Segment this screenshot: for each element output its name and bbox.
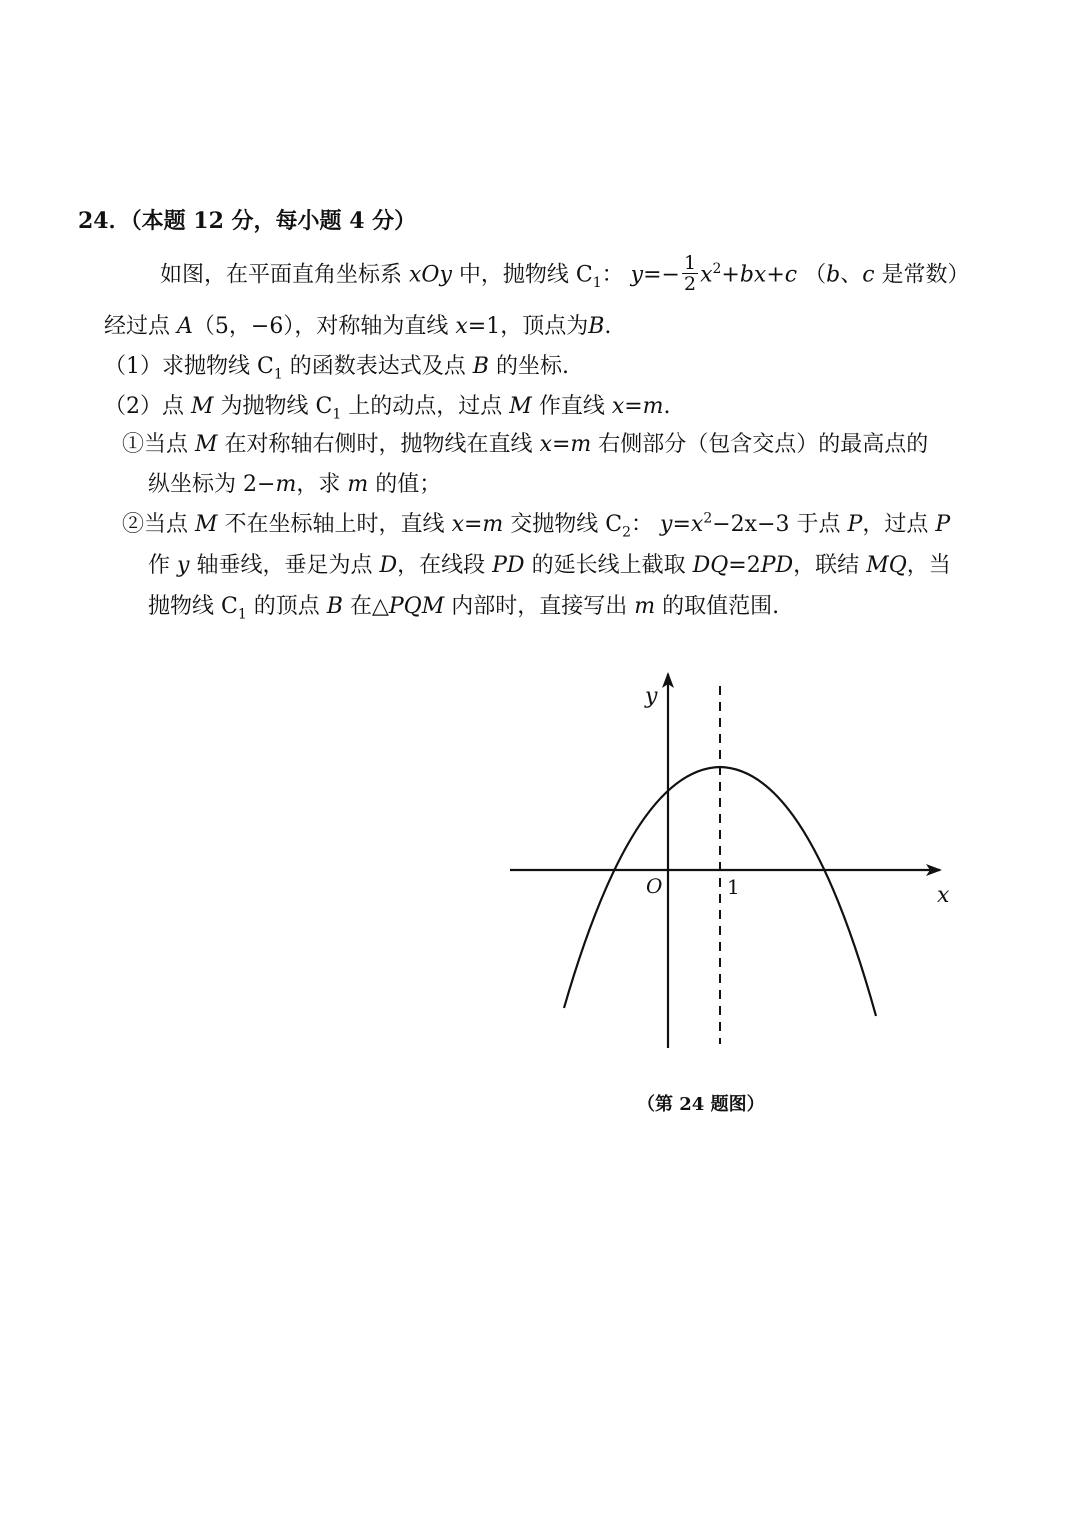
q2b-text: 的取值范围. <box>662 594 780 619</box>
equation-var: y <box>660 512 673 537</box>
subscript: 1 <box>237 606 247 623</box>
point-P: P <box>935 512 951 537</box>
equation-op: =− <box>643 262 680 288</box>
point-D: D <box>379 553 398 578</box>
q2a-text: 纵坐标为 2− <box>148 472 276 497</box>
intro-text: 是常数） <box>881 262 970 288</box>
triangle-PQM: PQM <box>388 594 445 619</box>
q2b-text: 的延长线上截取 <box>531 553 686 578</box>
intro-text: 经过点 <box>104 314 171 339</box>
q2a-text: ，求 <box>296 472 341 497</box>
y-axis-label: y <box>645 684 658 709</box>
q2b-text: 作 <box>148 553 171 578</box>
const-b: b <box>826 262 841 288</box>
q2b-text: 轴垂线，垂足为点 <box>196 553 373 578</box>
subscript: 1 <box>592 274 602 291</box>
q2b-text: ，联结 <box>793 553 860 578</box>
q2b-text: ： <box>631 512 654 537</box>
intro-text: （5，−6），对称轴为直线 <box>192 314 449 339</box>
separator: 、 <box>840 262 863 288</box>
subscript: 2 <box>622 524 632 541</box>
q1-text: 的函数表达式及点 <box>289 354 466 379</box>
q1-text: （1）求抛物线 C <box>104 354 274 379</box>
q2b-text: ，在线段 <box>397 553 486 578</box>
q2-text: 上的动点，过点 <box>348 394 503 419</box>
point-P: P <box>847 512 863 537</box>
q2b-text: 内部时，直接写出 <box>451 594 628 619</box>
q2b-text: 于点 <box>796 512 841 537</box>
point-B: B <box>326 594 343 619</box>
subscript: 1 <box>332 406 342 423</box>
q2-text: . <box>663 394 671 419</box>
origin-label: O <box>646 874 663 898</box>
fraction-numerator: 1 <box>683 252 697 274</box>
subscript: 1 <box>273 366 283 383</box>
fraction-denominator: 2 <box>683 273 697 295</box>
equation-var: x <box>700 262 713 288</box>
q2b-text: ，过点 <box>862 512 929 537</box>
var-y: y <box>177 553 190 578</box>
segment-DQ: DQ <box>692 553 729 578</box>
q2-text: （2）点 <box>104 394 184 419</box>
const-c: c <box>862 262 875 288</box>
equation-op: = <box>672 512 691 537</box>
point-A: A <box>177 314 193 339</box>
x-axis-label: x <box>937 883 950 908</box>
q2b-text: 交抛物线 C <box>510 512 623 537</box>
score-note: （本题 12 分，每小题 4 分） <box>130 208 417 234</box>
segment-PD: PD <box>492 553 525 578</box>
problem-number: 24． <box>78 208 131 234</box>
tick-label-1: 1 <box>727 875 740 899</box>
var-m: m <box>347 472 369 497</box>
point-B: B <box>588 314 605 339</box>
q2b-text: =2 <box>728 553 761 578</box>
q2a-text: 的值； <box>375 472 442 497</box>
q2a-text: 右侧部分（包含交点）的最高点的 <box>598 432 929 457</box>
q2b-text: 抛物线 C <box>148 594 238 619</box>
figure-caption: （第 24 题图） <box>637 1094 765 1115</box>
var-m: m <box>275 472 297 497</box>
intro-text: . <box>604 314 612 339</box>
equation-var: x <box>455 314 468 339</box>
intro-text: 中，抛物线 C <box>458 262 593 288</box>
q2b-text: 不在坐标轴上时，直线 <box>224 512 445 537</box>
q1-text: 的坐标. <box>495 354 569 379</box>
equation-var: y <box>630 262 644 288</box>
q2b-text: 的顶点 <box>253 594 320 619</box>
var-m: m <box>634 594 656 619</box>
q2b-text: ②当点 <box>122 512 189 537</box>
point-M: M <box>191 394 214 419</box>
equation-var: x <box>690 512 704 537</box>
intro-text: =1，顶点为 <box>467 314 589 339</box>
q2b-text: 在△ <box>349 594 389 619</box>
line-xm: x=m <box>611 394 664 419</box>
q2-text: 为抛物线 C <box>220 394 333 419</box>
coord-system: xOy <box>409 262 452 288</box>
point-M: M <box>195 432 218 457</box>
q2-text: 作直线 <box>538 394 605 419</box>
intro-text: 如图，在平面直角坐标系 <box>160 262 403 288</box>
equation-rest: +bx+c <box>721 262 798 288</box>
superscript: 2 <box>703 510 713 527</box>
segment-MQ: MQ <box>866 553 907 578</box>
equation-rest: −2x−3 <box>712 512 790 537</box>
intro-text: （ <box>804 262 827 288</box>
superscript: 2 <box>712 261 722 278</box>
line-xm: x=m <box>539 432 592 457</box>
q2b-text: ，当 <box>906 553 951 578</box>
segment-PD: PD <box>760 553 794 578</box>
q2a-text: ①当点 <box>122 432 189 457</box>
point-M: M <box>195 512 218 537</box>
intro-text: ： <box>601 262 624 288</box>
point-M: M <box>509 394 532 419</box>
q2a-text: 在对称轴右侧时，抛物线在直线 <box>224 432 533 457</box>
point-B: B <box>472 354 489 379</box>
line-xm: x=m <box>451 512 504 537</box>
